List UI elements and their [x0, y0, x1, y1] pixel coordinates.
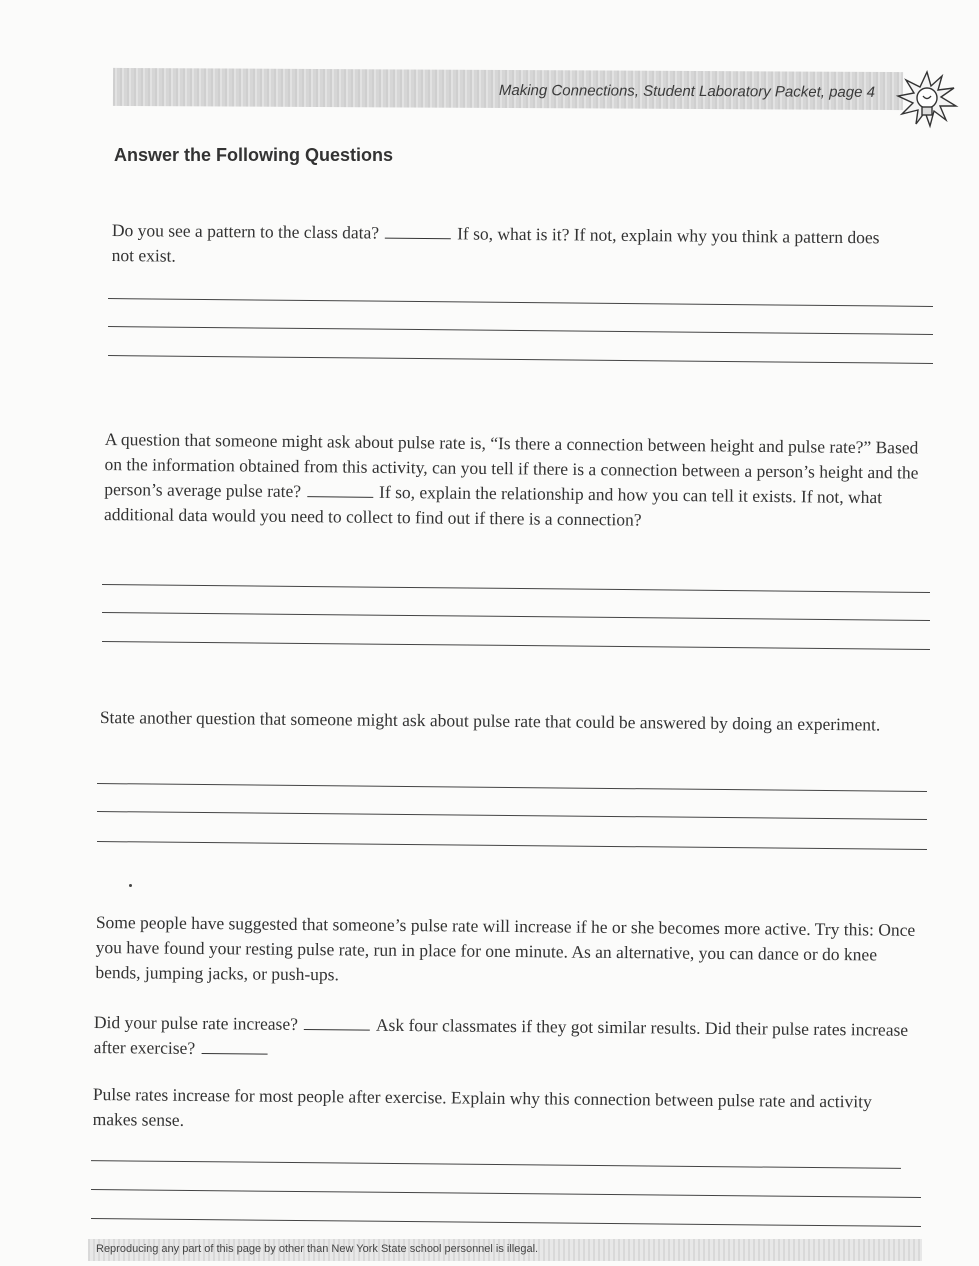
answer-blank[interactable] [385, 224, 451, 240]
header-text: Making Connections, Student Laboratory Packet, page 4 [498, 81, 876, 101]
lightbulb-icon [894, 66, 960, 132]
answer-line[interactable] [91, 1189, 921, 1198]
answer-blank[interactable] [304, 1015, 370, 1031]
answer-line[interactable] [102, 612, 930, 621]
question-2 [104, 427, 930, 536]
footer-bar [88, 1239, 922, 1261]
question-1 [112, 218, 902, 276]
exercise-instructions: Some people have suggested that someone’s pulse rate will increase if he or she becomes more active. Try this: Once you have found your resting pulse rate, run in place for one minute. As an alternative, you can dance or do knee bends, jumping jacks, or push-ups. [95, 911, 916, 985]
question-4 [94, 1010, 919, 1068]
answer-line[interactable] [97, 811, 927, 820]
question-1-prompt: Do you see a pattern to the class data? [111, 219, 380, 243]
question-2-followup: If so, explain the relationship and how you can tell it exists. If not, what additional data would you need to collect to find out if there is a connection? [103, 481, 883, 530]
answer-line[interactable] [102, 641, 930, 650]
answer-line[interactable] [91, 1218, 921, 1227]
answer-blank[interactable] [201, 1039, 267, 1055]
answer-line[interactable] [91, 1160, 901, 1169]
answer-line[interactable] [108, 355, 933, 364]
answer-line[interactable] [108, 326, 933, 335]
answer-line[interactable] [97, 841, 927, 850]
answer-blank[interactable] [307, 482, 373, 498]
footer-text: Reproducing any part of this page by other than New York State school personnel is illegal. [96, 1243, 539, 1255]
question-2-prompt: A question that someone might ask about pulse rate is, “Is there a connection between height and pulse rate?” Based on the information obtained from this activity, can you tell if there is a connection between a person’s height and the person’s average pulse rate? [104, 428, 919, 502]
answer-line[interactable] [102, 584, 930, 593]
page-title: Answer the Following Questions [114, 145, 394, 165]
answer-line[interactable] [108, 298, 933, 307]
question-4-prompt: Did your pulse rate increase? [93, 1011, 299, 1034]
question-4-followup: Ask four classmates if they got similar results. Did their pulse rates increase after exercise? [93, 1014, 909, 1058]
question-1-followup: If so, what is it? If not, explain why you think a pattern does not exist. [111, 223, 880, 266]
speck [129, 884, 132, 887]
question-5: Pulse rates increase for most people after exercise. Explain why this connection between pulse rate and activity makes sense. [92, 1083, 872, 1130]
question-3: State another question that someone might ask about pulse rate that could be answered by doing an experiment. [99, 706, 881, 735]
header-bar [113, 68, 903, 110]
answer-line[interactable] [97, 783, 927, 792]
